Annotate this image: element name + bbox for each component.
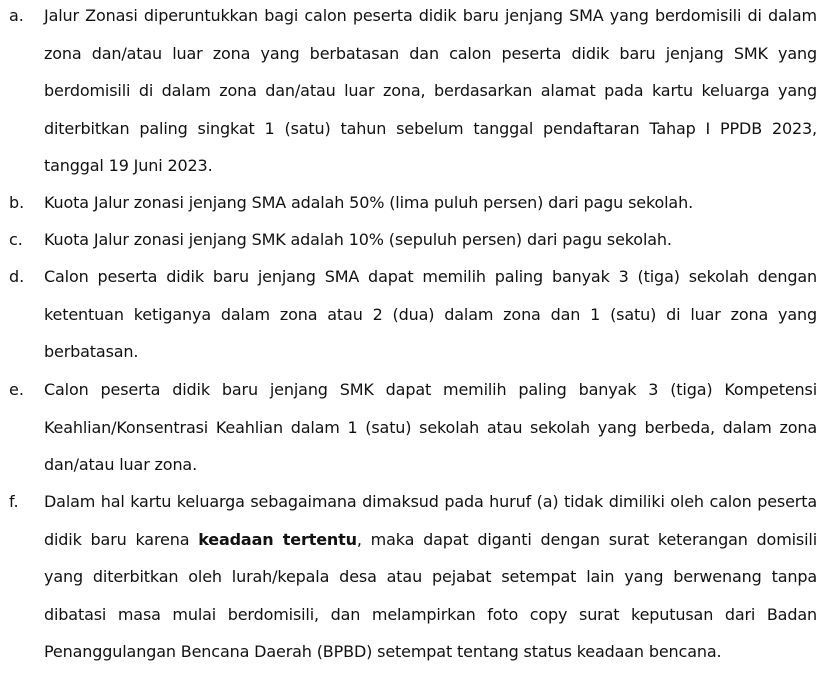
list-marker: d. — [9, 267, 25, 286]
list-marker: e. — [9, 380, 24, 399]
list-item-text — [44, 483, 817, 671]
list-item-text: Jalur Zonasi diperuntukkan bagi calon peserta didik baru jenjang SMA yang berdomisili di dalam zona dan/atau luar zona yang berbatasan dan calon peserta didik baru jenjang SMK yang berdomisili di dalam zona dan/atau luar zona, berdasarkan alamat pada kartu keluarga yang diterbitkan paling singkat 1 (satu) tahun sebelum tanggal pendaftaran Tahap I PPDB 2023, tanggal 19 Juni 2023. — [44, 6, 817, 176]
list-marker: f. — [9, 492, 19, 511]
list-marker: c. — [9, 230, 23, 249]
text-segment: , maka dapat diganti dengan surat keterangan domisili yang diterbitkan oleh lurah/kepala desa atau pejabat setempat lain yang berwenang tanpa dibatasi masa mulai berdomisili, dan melampirkan foto copy surat keputusan dari Badan Penanggulangan Bencana Daerah (BPBD) setempat tentang status keadaan bencana. — [44, 529, 817, 662]
list-item-text: Kuota Jalur zonasi jenjang SMK adalah 10% (sepuluh persen) dari pagu sekolah. — [44, 230, 672, 249]
list-marker: b. — [9, 193, 25, 212]
list-item-text: Calon peserta didik baru jenjang SMK dapat memilih paling banyak 3 (tiga) Kompetensi Keahlian/Konsentrasi Keahlian dalam 1 (satu) sekolah atau sekolah yang berbeda, dalam zona dan/atau luar zona. — [44, 380, 817, 475]
list-item-text: Kuota Jalur zonasi jenjang SMA adalah 50% (lima puluh persen) dari pagu sekolah. — [44, 193, 694, 212]
list-item-text: Calon peserta didik baru jenjang SMA dapat memilih paling banyak 3 (tiga) sekolah dengan ketentuan ketiganya dalam zona atau 2 (dua) dalam zona dan 1 (satu) di luar zona yang berbatasan. — [44, 267, 817, 362]
text-segment: Dalam hal kartu keluarga sebagaimana dimaksud pada huruf (a) tidak dimiliki oleh calon peserta didik baru karena — [44, 492, 817, 549]
list-marker: a. — [9, 6, 24, 25]
bold-emphasis: keadaan tertentu — [198, 529, 357, 549]
